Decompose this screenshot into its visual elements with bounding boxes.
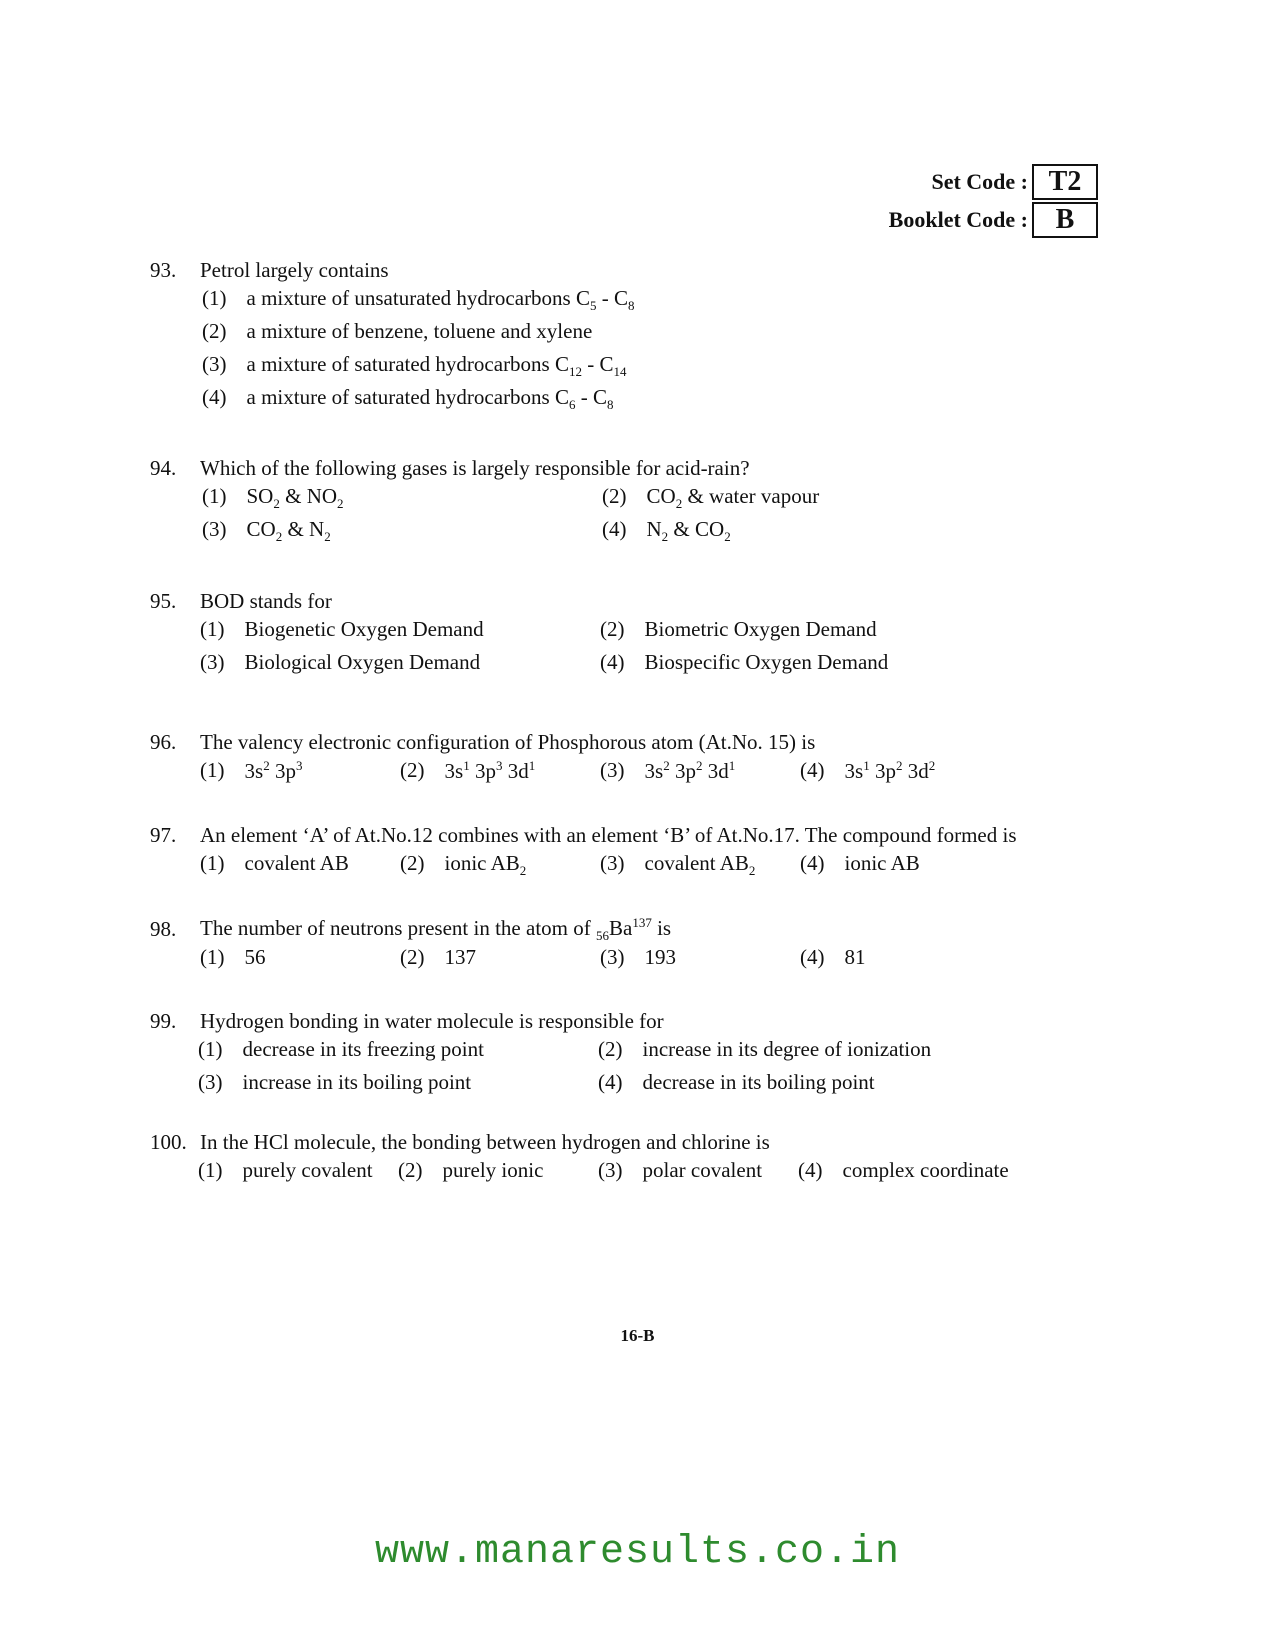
option-text: a mixture of unsaturated hydrocarbons $C_5 - C_8$	[246, 286, 635, 313]
answer-option-1	[202, 286, 635, 314]
question-100	[150, 1125, 1110, 1295]
option-text: decrease in its boiling point	[642, 1070, 875, 1094]
answer-option-3	[198, 1070, 471, 1095]
exam-codes	[889, 163, 1098, 239]
answer-option-4	[602, 517, 731, 545]
question-stem	[150, 253, 1110, 287]
question-number: 94.	[150, 455, 177, 480]
option-text: Biospecific Oxygen Demand	[644, 650, 889, 674]
answer-option-1	[200, 851, 349, 876]
option-number: (2)	[400, 758, 425, 782]
option-number: (1)	[198, 1037, 223, 1061]
answer-option-3	[200, 650, 480, 675]
option-number: (3)	[598, 1158, 623, 1182]
option-text: $CO_2$ & water vapour	[646, 484, 820, 511]
option-number: (1)	[202, 484, 227, 508]
option-number: (4)	[798, 1158, 823, 1182]
answer-option-2	[400, 758, 535, 784]
option-number: (2)	[202, 319, 227, 343]
option-text: 193	[644, 945, 676, 969]
option-number: (1)	[198, 1158, 223, 1182]
option-number: (3)	[600, 945, 625, 969]
answer-option-4	[600, 650, 888, 675]
question-93	[150, 253, 1110, 423]
answer-option-4	[800, 945, 866, 970]
option-number: (3)	[198, 1070, 223, 1094]
option-text: purely ionic	[442, 1158, 544, 1182]
answer-option-3	[202, 517, 331, 545]
question-number: 97.	[150, 822, 177, 847]
answer-option-2	[598, 1037, 931, 1062]
answer-option-3	[600, 945, 676, 970]
question-text: In the HCl molecule, the bonding between hydrogen and chlorine is	[200, 1129, 770, 1154]
option-number: (1)	[202, 286, 227, 310]
option-text: polar covalent	[642, 1158, 763, 1182]
answer-option-3	[600, 758, 735, 784]
option-text: a mixture of saturated hydrocarbons $C_6 - C_8$	[246, 385, 614, 412]
question-number: 95.	[150, 588, 177, 613]
option-text: 56	[244, 945, 266, 969]
question-stem	[150, 725, 1110, 759]
question-text: The number of neutrons present in the atom of $_{56}Ba^{137}$ is	[200, 914, 672, 943]
option-text: ionic AB	[844, 851, 920, 875]
answer-option-1	[200, 617, 484, 642]
question-text: Hydrogen bonding in water molecule is responsible for	[200, 1008, 664, 1033]
option-text: purely covalent	[242, 1158, 373, 1182]
question-stem	[150, 818, 1110, 852]
option-number: (1)	[200, 851, 225, 875]
answer-option-2	[400, 851, 526, 879]
option-number: (2)	[398, 1158, 423, 1182]
question-text: Petrol largely contains	[200, 257, 389, 282]
answer-option-1	[198, 1158, 373, 1183]
question-stem	[150, 912, 1110, 946]
question-text: Which of the following gases is largely responsible for acid-rain?	[200, 455, 750, 480]
question-number: 93.	[150, 257, 177, 282]
option-number: (4)	[800, 758, 825, 782]
answer-option-4	[202, 385, 614, 413]
option-number: (3)	[200, 650, 225, 674]
option-text: $3s^2$ $3p^2$ $3d^1$	[644, 758, 736, 783]
set-code-value: T2	[1032, 164, 1098, 200]
question-stem	[150, 451, 1110, 485]
booklet-code-value: B	[1032, 202, 1098, 238]
website-watermark: www.manaresults.co.in	[374, 1530, 901, 1575]
answer-option-3	[598, 1158, 762, 1183]
option-number: (4)	[602, 517, 627, 541]
answer-option-4	[800, 758, 935, 784]
option-number: (4)	[800, 851, 825, 875]
option-text: decrease in its freezing point	[242, 1037, 484, 1061]
question-number: 98.	[150, 916, 177, 941]
answer-option-2	[202, 319, 592, 344]
answer-option-1	[198, 1037, 484, 1062]
answer-option-1	[200, 945, 266, 970]
option-text: $SO_2$ & $NO_2$	[246, 484, 344, 511]
booklet-code-row	[889, 201, 1098, 239]
option-text: 137	[444, 945, 476, 969]
option-number: (2)	[400, 851, 425, 875]
option-number: (2)	[602, 484, 627, 508]
option-number: (3)	[202, 352, 227, 376]
option-number: (4)	[600, 650, 625, 674]
booklet-code-label: Booklet Code :	[888, 207, 1028, 232]
option-text: $N_2$ & $CO_2$	[646, 517, 731, 544]
answer-option-4	[598, 1070, 875, 1095]
option-text: $3s^1$ $3p^2$ $3d^2$	[844, 758, 936, 783]
answer-option-3	[202, 352, 627, 380]
answer-option-3	[600, 851, 755, 879]
question-number: 96.	[150, 729, 177, 754]
answer-option-1	[200, 758, 302, 784]
page-number: 16-B	[620, 1326, 655, 1345]
option-number: (2)	[600, 617, 625, 641]
option-text: $3s^1$ $3p^3$ $3d^1$	[444, 758, 536, 783]
answer-option-2	[400, 945, 476, 970]
option-number: (2)	[400, 945, 425, 969]
option-number: (3)	[202, 517, 227, 541]
answer-option-2	[398, 1158, 543, 1183]
question-stem	[150, 1004, 1110, 1038]
question-stem	[150, 1125, 1110, 1159]
answer-option-4	[798, 1158, 1009, 1183]
option-text: covalent AB	[244, 851, 349, 875]
option-number: (4)	[598, 1070, 623, 1094]
question-text: The valency electronic configuration of Phosphorous atom (At.No. 15) is	[200, 729, 816, 754]
option-text: covalent $AB_2$	[644, 851, 756, 878]
set-code-row	[889, 163, 1098, 201]
option-text: Biogenetic Oxygen Demand	[244, 617, 484, 641]
option-number: (3)	[600, 851, 625, 875]
option-text: ionic $AB_2$	[444, 851, 527, 878]
option-number: (1)	[200, 758, 225, 782]
question-number: 100.	[150, 1129, 187, 1154]
question-stem	[150, 584, 1110, 618]
answer-option-1	[202, 484, 344, 512]
option-number: (1)	[200, 617, 225, 641]
option-text: Biological Oxygen Demand	[244, 650, 481, 674]
option-text: $CO_2$ & $N_2$	[246, 517, 331, 544]
option-text: complex coordinate	[842, 1158, 1009, 1182]
option-text: increase in its boiling point	[242, 1070, 472, 1094]
question-text: An element ‘A’ of At.No.12 combines with an element ‘B’ of At.No.17. The compound formed is	[200, 822, 1017, 847]
answer-option-4	[800, 851, 920, 876]
option-number: (4)	[800, 945, 825, 969]
question-text: BOD stands for	[200, 588, 332, 613]
option-text: Biometric Oxygen Demand	[644, 617, 877, 641]
answer-option-2	[602, 484, 819, 512]
option-text: a mixture of saturated hydrocarbons $C_{12} - C_{14}$	[246, 352, 627, 379]
option-number: (4)	[202, 385, 227, 409]
option-number: (1)	[200, 945, 225, 969]
option-text: increase in its degree of ionization	[642, 1037, 932, 1061]
question-number: 99.	[150, 1008, 177, 1033]
option-text: 81	[844, 945, 866, 969]
option-text: a mixture of benzene, toluene and xylene	[246, 319, 593, 343]
option-number: (2)	[598, 1037, 623, 1061]
option-text: $3s^2$ $3p^3$	[244, 758, 303, 783]
answer-option-2	[600, 617, 877, 642]
set-code-label: Set Code :	[931, 169, 1028, 194]
option-number: (3)	[600, 758, 625, 782]
